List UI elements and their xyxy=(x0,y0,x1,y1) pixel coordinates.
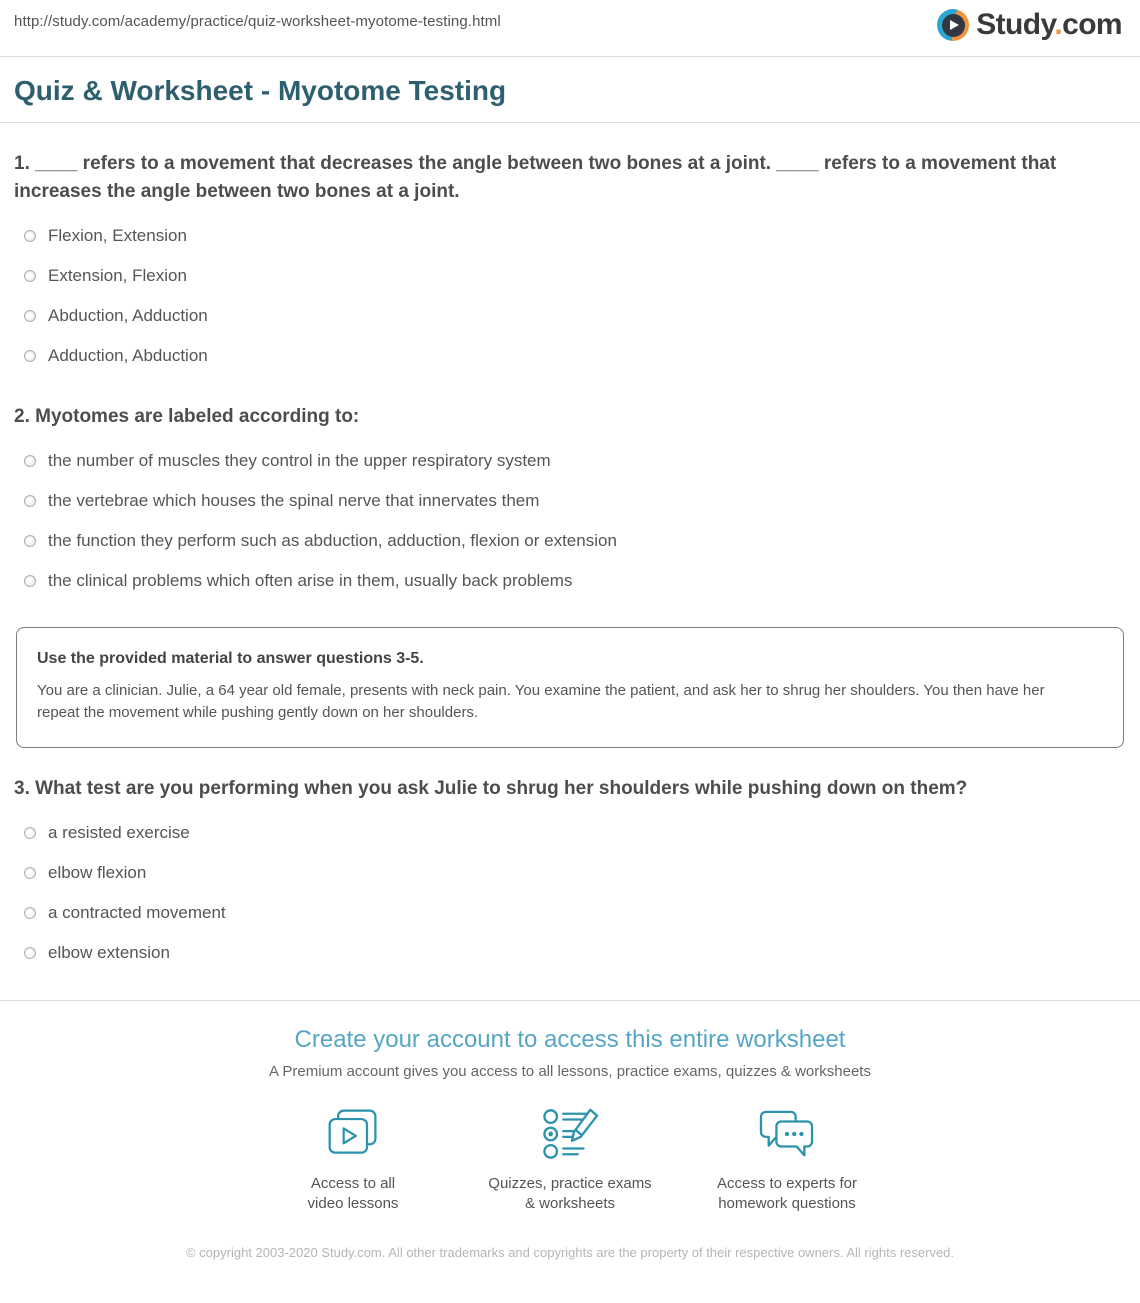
studycom-play-icon xyxy=(937,9,969,41)
answer-option[interactable] xyxy=(14,441,1126,481)
header-divider xyxy=(0,56,1140,57)
logo-dot: . xyxy=(1054,8,1063,41)
radio-button-icon[interactable] xyxy=(24,535,36,547)
question-2-options xyxy=(14,441,1126,601)
radio-button-icon[interactable] xyxy=(24,455,36,467)
answer-option-label[interactable]: Flexion, Extension xyxy=(48,226,187,245)
chat-experts-icon xyxy=(757,1108,817,1160)
create-account-section xyxy=(0,1025,1140,1213)
answer-option[interactable] xyxy=(14,853,1126,893)
answer-option[interactable] xyxy=(14,216,1126,256)
page-header xyxy=(0,0,1140,56)
radio-button-icon[interactable] xyxy=(24,907,36,919)
answer-option[interactable] xyxy=(14,256,1126,296)
quiz-worksheet-icon xyxy=(539,1106,601,1162)
answer-option[interactable] xyxy=(14,521,1126,561)
radio-button-icon[interactable] xyxy=(24,827,36,839)
page-url: http://study.com/academy/practice/quiz-worksheet-myotome-testing.html xyxy=(14,13,501,30)
answer-option[interactable] xyxy=(14,933,1126,973)
create-account-heading: Create your account to access this entire worksheet xyxy=(294,1026,846,1053)
answer-option[interactable] xyxy=(14,481,1126,521)
answer-option-label[interactable]: the vertebrae which houses the spinal nerve that innervates them xyxy=(48,491,540,510)
studycom-logo-text: Study.com xyxy=(976,8,1122,41)
feature-homework-experts xyxy=(679,1104,896,1213)
quiz-body-continued xyxy=(0,775,1140,973)
page-title: Quiz & Worksheet - Myotome Testing xyxy=(14,75,507,106)
copyright-footer: © copyright 2003-2020 Study.com. All other trademarks and copyrights are the property of their respective owners. All rights reserved. xyxy=(185,1245,955,1260)
provided-material-box xyxy=(16,627,1124,748)
answer-option-label[interactable]: a resisted exercise xyxy=(48,823,190,842)
answer-option[interactable] xyxy=(14,561,1126,601)
answer-option-label[interactable]: the clinical problems which often arise in them, usually back problems xyxy=(48,571,573,590)
answer-option-label[interactable]: elbow extension xyxy=(48,943,170,962)
feature-video-lessons xyxy=(245,1104,462,1213)
feature-quizzes-worksheets xyxy=(462,1104,679,1213)
radio-button-icon[interactable] xyxy=(24,230,36,242)
answer-option[interactable] xyxy=(14,813,1126,853)
answer-option-label[interactable]: a contracted movement xyxy=(48,903,226,922)
material-box-body: You are a clinician. Julie, a 64 year old female, presents with neck pain. You examine the patient, and ask her to shrug her shoulders. You then have her repeat the movement while pushing gently down on her shoulders. xyxy=(37,682,1045,721)
material-box-heading: Use the provided material to answer questions 3-5. xyxy=(37,650,424,667)
radio-button-icon[interactable] xyxy=(24,350,36,362)
radio-button-icon[interactable] xyxy=(24,947,36,959)
question-1-heading: 1. ____ refers to a movement that decreases the angle between two bones at a joint. ____ refers to a movement that increases the angle between two bones at a joint. xyxy=(14,153,1057,202)
question-3-options xyxy=(14,813,1126,973)
title-divider xyxy=(0,122,1140,123)
answer-option[interactable] xyxy=(14,893,1126,933)
answer-option[interactable] xyxy=(14,296,1126,336)
feature-label: Access to experts for homework questions xyxy=(716,1175,858,1212)
answer-option-label[interactable]: Abduction, Adduction xyxy=(48,306,208,325)
question-2-heading: 2. Myotomes are labeled according to: xyxy=(14,406,360,427)
feature-list xyxy=(0,1104,1140,1213)
radio-button-icon[interactable] xyxy=(24,310,36,322)
video-lessons-icon xyxy=(325,1107,381,1161)
cta-divider xyxy=(0,1000,1140,1001)
radio-button-icon[interactable] xyxy=(24,495,36,507)
answer-option-label[interactable]: the function they perform such as abduction, adduction, flexion or extension xyxy=(48,531,617,550)
answer-option-label[interactable]: Extension, Flexion xyxy=(48,266,187,285)
radio-button-icon[interactable] xyxy=(24,575,36,587)
feature-label: Access to all video lessons xyxy=(307,1175,399,1212)
feature-label: Quizzes, practice exams & worksheets xyxy=(488,1175,652,1212)
answer-option[interactable] xyxy=(14,336,1126,376)
question-3-heading: 3. What test are you performing when you ask Julie to shrug her shoulders while pushing down on them? xyxy=(14,778,968,799)
radio-button-icon[interactable] xyxy=(24,867,36,879)
premium-subheading: A Premium account gives you access to all lessons, practice exams, quizzes & worksheets xyxy=(269,1063,871,1080)
radio-button-icon[interactable] xyxy=(24,270,36,282)
studycom-logo[interactable] xyxy=(937,8,1122,42)
quiz-body xyxy=(0,150,1140,601)
answer-option-label[interactable]: Adduction, Abduction xyxy=(48,346,208,365)
question-1-options xyxy=(14,216,1126,376)
answer-option-label[interactable]: elbow flexion xyxy=(48,863,147,882)
answer-option-label[interactable]: the number of muscles they control in the upper respiratory system xyxy=(48,451,551,470)
